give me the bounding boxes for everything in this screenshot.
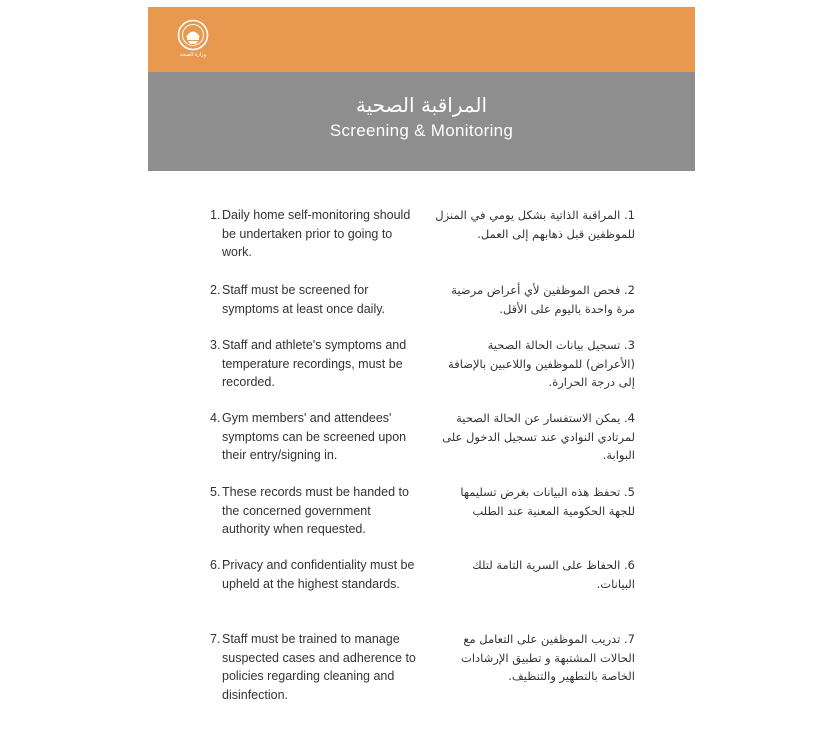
item-text-arabic: 6. الحفاظ على السرية التامة لتلك البيانات.: [472, 558, 635, 591]
title-arabic: المراقبة الصحية: [355, 93, 488, 117]
item-text-arabic: 7. تدريب الموظفين على التعامل مع الحالات المشتبهة و تطبيق الإرشادات الخاصة بالتطهير والتنظيف.: [461, 632, 635, 683]
item-number: 6.: [210, 558, 221, 572]
item-text-english: These records must be handed to the concerned government authority when requested.: [222, 485, 409, 536]
title-banner: [148, 72, 695, 171]
item-text-english: Daily home self-monitoring should be undertaken prior to going to work.: [222, 208, 411, 259]
item-number: 5.: [210, 485, 221, 499]
item-text-arabic: 5. تحفظ هذه البيانات بغرض تسليمها للجهة الحكومية المعنية عند الطلب: [460, 485, 635, 518]
item-text-english: Gym members' and attendees' symptoms can be screened upon their entry/signing in.: [222, 411, 407, 462]
item-number: 1.: [210, 208, 221, 222]
emblem-icon: [175, 18, 211, 52]
header-orange-bar: [148, 7, 695, 72]
item-text-arabic: 3. تسجيل بيانات الحالة الصحية (الأعراض) للموظفين واللاعبين بالإضافة إلى درجة الحرارة.: [448, 338, 635, 389]
item-text-arabic: 1. المراقبة الذاتية بشكل يومي في المنزل للموظفين قبل ذهابهم إلى العمل.: [435, 208, 635, 241]
item-text-english: Staff must be screened for symptoms at least once daily.: [222, 283, 386, 316]
item-number: 4.: [210, 411, 221, 425]
item-number: 2.: [210, 283, 221, 297]
item-text-english: Staff must be trained to manage suspected cases and adherence to policies regarding cleaning and disinfection.: [222, 632, 416, 702]
item-text-arabic: 4. يمكن الاستفسار عن الحالة الصحية لمرتادي النوادي عند تسجيل الدخول على البوابة.: [442, 411, 635, 462]
logo-caption: وزارة الصحة: [180, 52, 206, 58]
item-text-arabic: 2. فحص الموظفين لأي أعراض مرضية مرة واحدة باليوم على الأقل.: [451, 283, 635, 316]
item-number: 3.: [210, 338, 221, 352]
item-text-english: Privacy and confidentiality must be upheld at the highest standards.: [222, 558, 415, 591]
ministry-logo: [175, 18, 211, 64]
item-text-english: Staff and athlete's symptoms and temperature recordings, must be recorded.: [222, 338, 407, 389]
title-english: Screening & Monitoring: [329, 121, 514, 140]
item-number: 7.: [210, 632, 221, 646]
